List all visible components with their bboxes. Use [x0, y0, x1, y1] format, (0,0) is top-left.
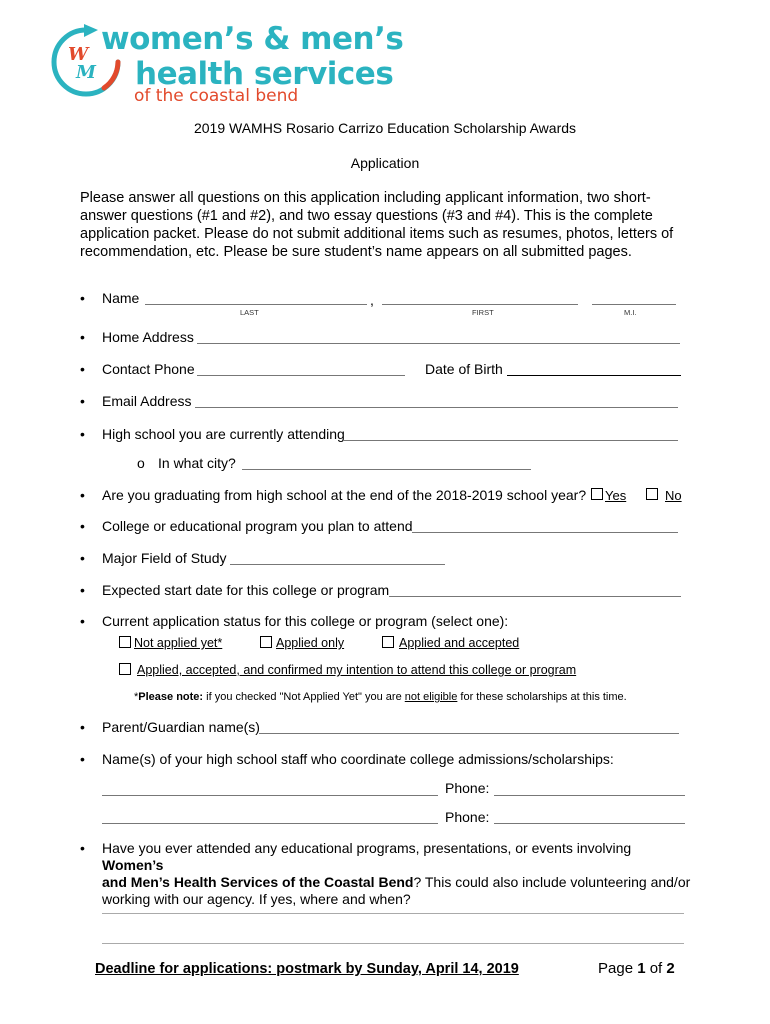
high-school-field[interactable]: [344, 440, 678, 441]
contact-phone-label: Contact Phone: [102, 361, 195, 377]
bullet-icon: •: [80, 290, 85, 306]
bullet-icon: •: [80, 393, 85, 409]
college-label: College or educational program you plan to attend: [102, 518, 413, 534]
status-applied-only-checkbox[interactable]: [260, 636, 272, 648]
logo-line-1: women’s & men’s: [101, 21, 404, 57]
name-label: Name: [102, 290, 140, 306]
page-current: 1: [637, 960, 646, 977]
staff-phone-field-1[interactable]: [494, 795, 685, 796]
staff-name-field-2[interactable]: [102, 823, 438, 824]
graduating-no-checkbox[interactable]: [646, 488, 658, 500]
mi-sublabel: M.I.: [624, 308, 637, 317]
email-label: Email Address: [102, 393, 192, 409]
email-field[interactable]: [195, 407, 678, 408]
logo-line-2: health services: [135, 56, 394, 92]
note-not-eligible: not eligible: [404, 691, 458, 703]
graduating-yes-label: Yes: [605, 488, 627, 503]
city-field[interactable]: [242, 469, 531, 470]
dob-label: Date of Birth: [425, 361, 503, 377]
attended-text-b: ? This could also include volunteering and/or: [413, 874, 691, 890]
first-name-field[interactable]: [382, 304, 578, 305]
bullet-icon: •: [80, 719, 85, 735]
college-field[interactable]: [412, 532, 678, 533]
page-total: 2: [666, 960, 675, 977]
comma: ,: [370, 292, 374, 308]
phone-label-2: Phone:: [445, 809, 490, 825]
graduating-label: Are you graduating from high school at the end of the 2018-2019 school year?: [102, 487, 587, 503]
bullet-icon: •: [80, 840, 85, 856]
status-not-applied-label: Not applied yet*: [134, 636, 223, 650]
eligibility-note: [134, 691, 627, 703]
parent-label: Parent/Guardian name(s): [102, 719, 260, 735]
parent-field[interactable]: [259, 733, 679, 734]
page-number: [598, 960, 675, 977]
page-of: of: [645, 960, 667, 977]
home-address-label: Home Address: [102, 329, 194, 345]
status-label: Current application status for this college or program (select one):: [102, 613, 509, 629]
sub-bullet-icon: o: [137, 455, 145, 471]
attended-text-a: Have you ever attended any educational programs, presentations, or events involving: [102, 840, 632, 856]
status-not-applied-checkbox[interactable]: [119, 636, 131, 648]
start-date-field[interactable]: [389, 596, 681, 597]
status-applied-accepted-checkbox[interactable]: [382, 636, 394, 648]
intro-paragraph: Please answer all questions on this application including applicant information, two short-answer questions (#1 and #2), and two essay questions (#3 and #4). This is the complete application packet. Please do not submit additional items such as resumes, photos, letters of recommendation, etc. Please be sure student’s name appears on all submitted pages.: [80, 190, 674, 260]
first-sublabel: FIRST: [472, 308, 494, 317]
attended-question: [102, 840, 692, 908]
bullet-icon: •: [80, 582, 85, 598]
page-label: Page: [598, 960, 638, 977]
note-label: Please note:: [138, 691, 204, 703]
graduating-no-label: No: [665, 488, 682, 503]
bullet-icon: •: [80, 426, 85, 442]
page-subtitle: Application: [350, 155, 420, 171]
bullet-icon: •: [80, 751, 85, 767]
last-sublabel: LAST: [240, 308, 259, 317]
start-date-label: Expected start date for this college or program: [102, 582, 390, 598]
note-text-1: if you checked "Not Applied Yet" you are: [203, 691, 405, 703]
last-name-field[interactable]: [145, 304, 367, 305]
mi-field[interactable]: [592, 304, 676, 305]
staff-phone-field-2[interactable]: [494, 823, 685, 824]
org-name-2: and Men’s Health Services of the Coastal Bend: [102, 874, 414, 890]
bullet-icon: •: [80, 550, 85, 566]
bullet-icon: •: [80, 518, 85, 534]
logo-line-3: of the coastal bend: [134, 86, 299, 106]
staff-name-field-1[interactable]: [102, 795, 438, 796]
page-title: 2019 WAMHS Rosario Carrizo Education Scholarship Awards: [193, 120, 577, 136]
phone-label-1: Phone:: [445, 780, 490, 796]
attended-text-c: working with our agency. If yes, where and when?: [102, 891, 411, 907]
bullet-icon: •: [80, 487, 85, 503]
home-address-field[interactable]: [197, 343, 680, 344]
svg-text:W: W: [68, 44, 89, 65]
status-applied-only-label: Applied only: [276, 636, 345, 650]
bullet-icon: •: [80, 613, 85, 629]
staff-label: Name(s) of your high school staff who coordinate college admissions/scholarships:: [102, 751, 614, 767]
bullet-icon: •: [80, 361, 85, 377]
deadline-text: Deadline for applications: postmark by Sunday, April 14, 2019: [95, 961, 519, 977]
org-name-1: Women’s: [102, 857, 164, 873]
attended-answer-line-1[interactable]: [102, 913, 684, 914]
city-label: In what city?: [158, 455, 236, 471]
dob-field[interactable]: [507, 375, 681, 376]
graduating-yes-checkbox[interactable]: [591, 488, 603, 500]
status-confirmed-label: Applied, accepted, and confirmed my intention to attend this college or program: [137, 663, 577, 677]
status-confirmed-checkbox[interactable]: [119, 663, 131, 675]
major-field[interactable]: [230, 564, 445, 565]
note-text-2: for these scholarships at this time.: [457, 691, 627, 703]
major-label: Major Field of Study: [102, 550, 227, 566]
contact-phone-field[interactable]: [197, 375, 405, 376]
status-applied-accepted-label: Applied and accepted: [399, 636, 520, 650]
note-star: *: [134, 691, 139, 703]
high-school-label: High school you are currently attending: [102, 426, 345, 442]
bullet-icon: •: [80, 329, 85, 345]
attended-answer-line-2[interactable]: [102, 943, 684, 944]
svg-text:M: M: [76, 62, 96, 83]
